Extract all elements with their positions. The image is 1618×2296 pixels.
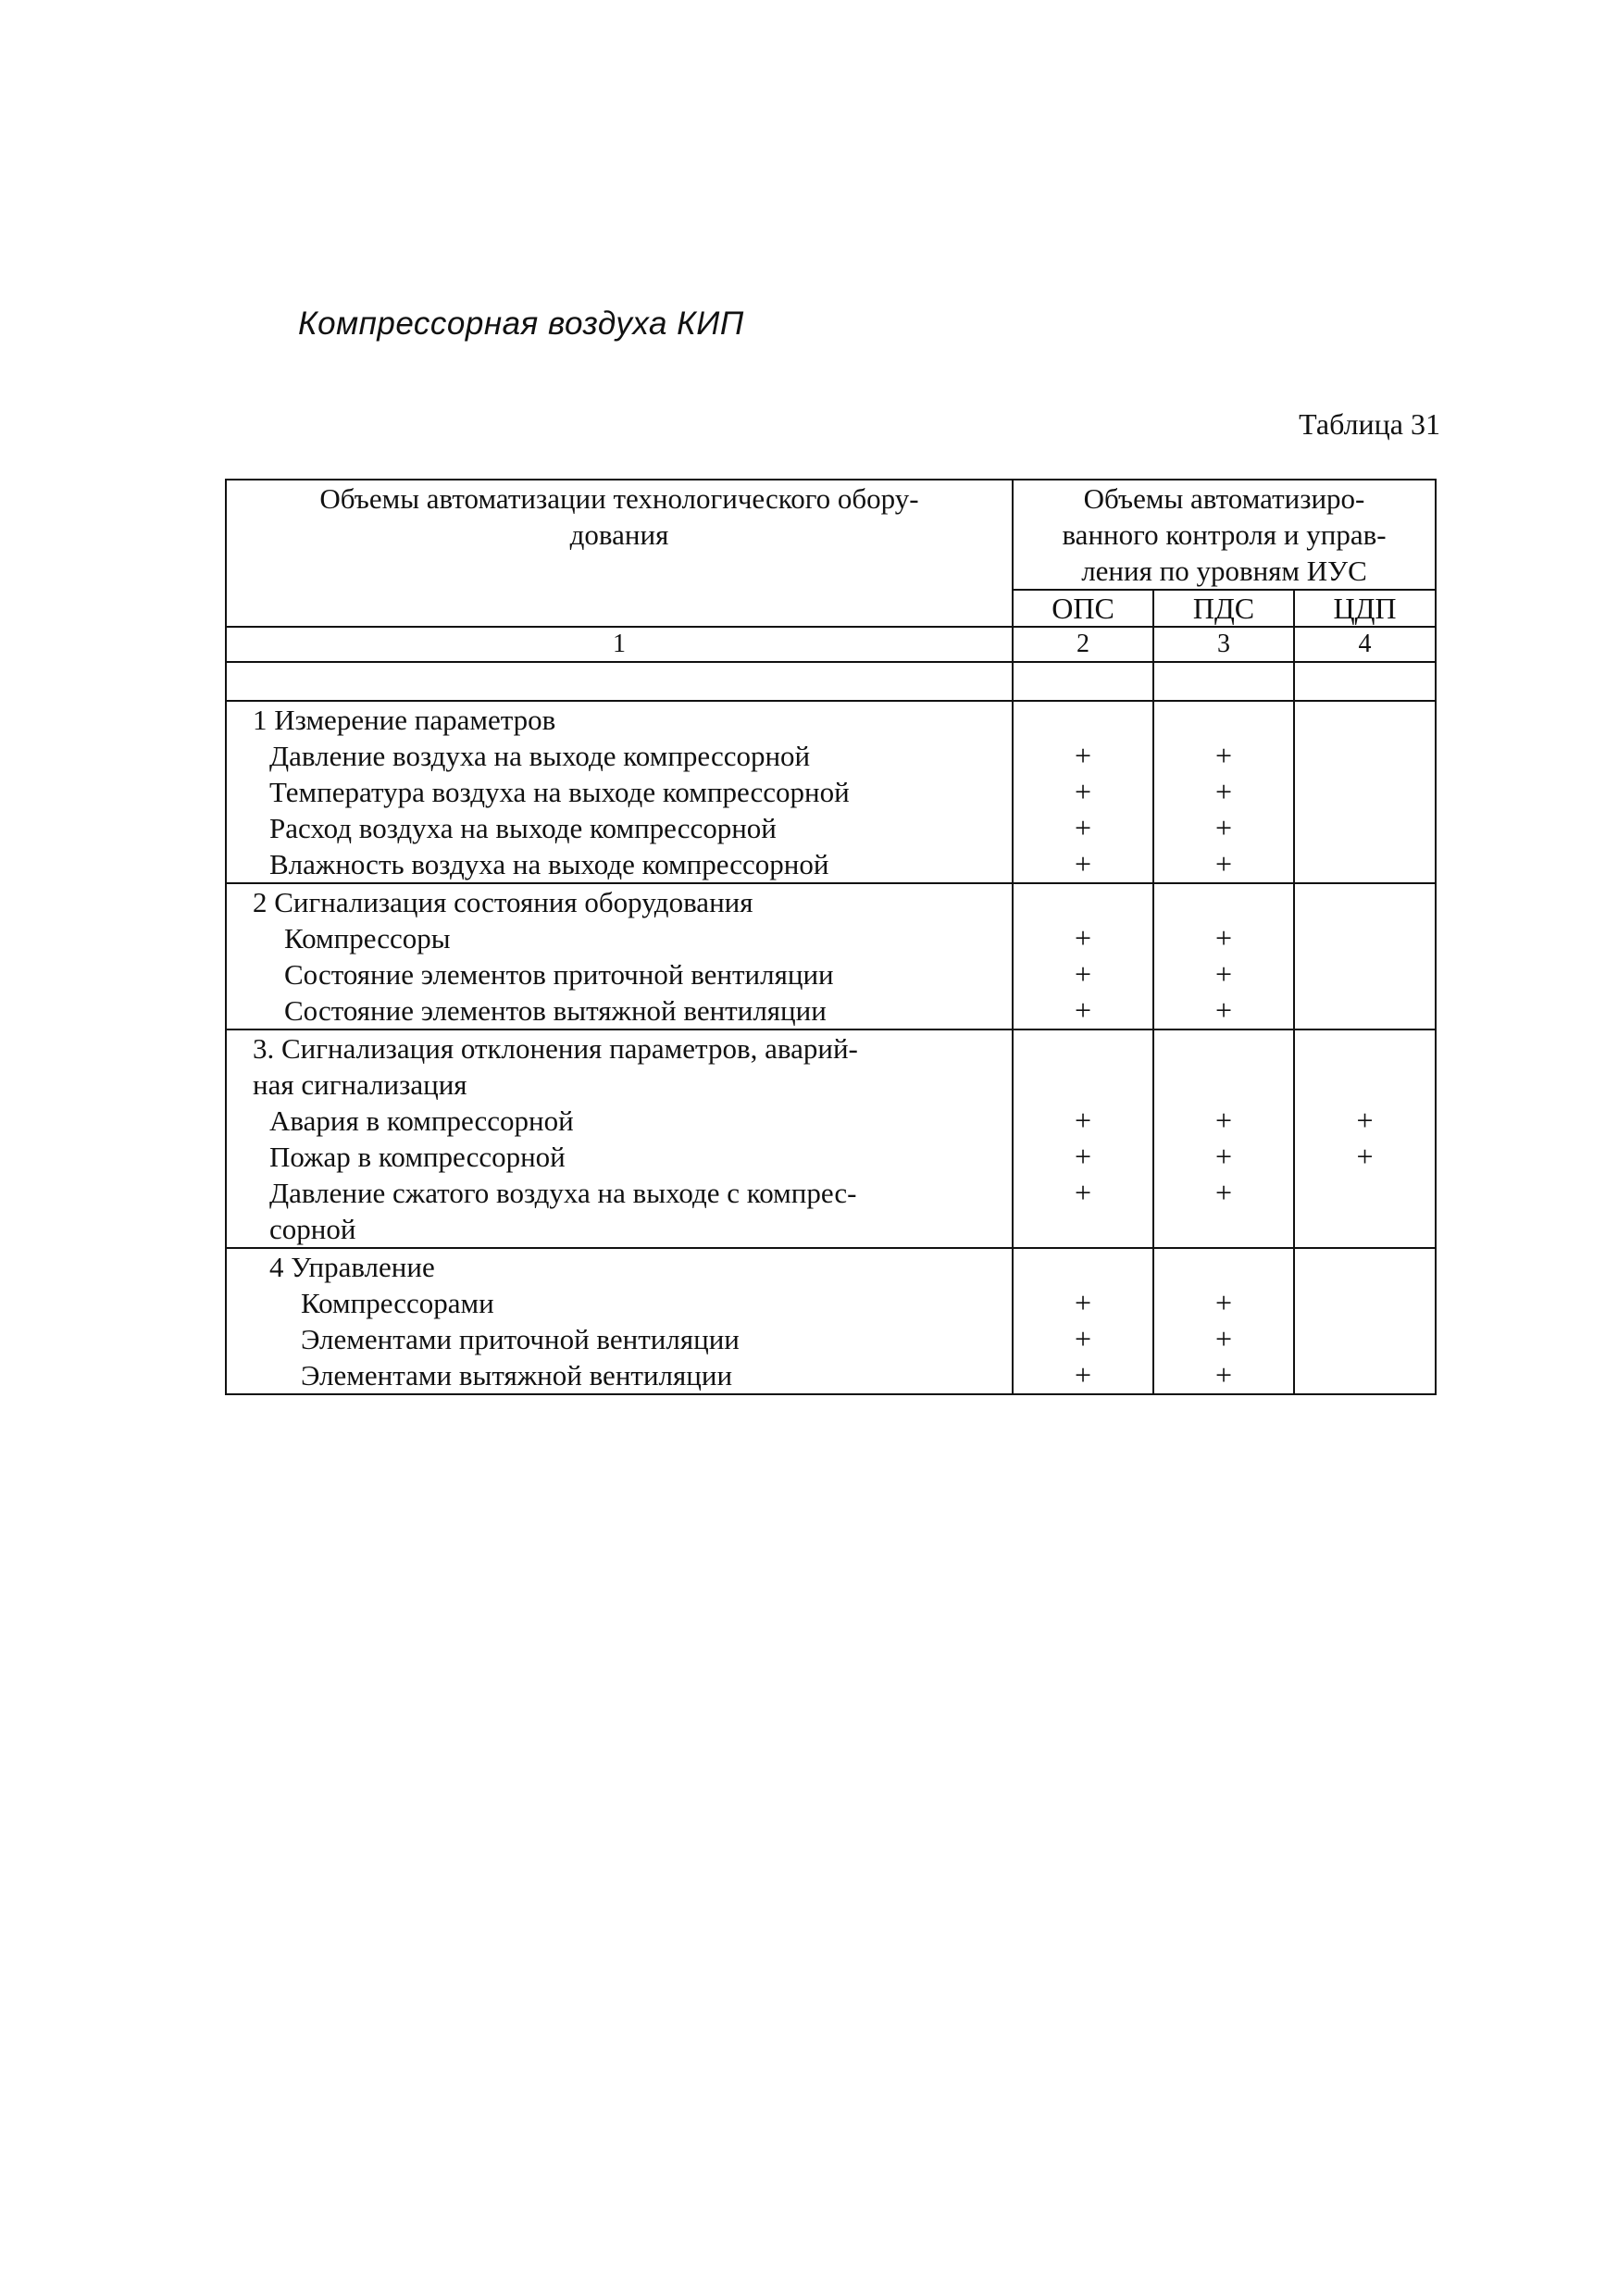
item-label: Компрессорами — [301, 1287, 494, 1319]
mark: + — [1074, 847, 1092, 880]
mark: + — [1074, 957, 1092, 991]
mark: + — [1214, 921, 1233, 955]
mark: + — [1214, 1358, 1233, 1391]
column-number: 4 — [1294, 627, 1436, 662]
cdp-column-cell — [1294, 701, 1436, 883]
mark: + — [1214, 1104, 1233, 1137]
mark: + — [1214, 811, 1233, 844]
pds-column-cell — [1153, 1029, 1294, 1248]
mark — [1295, 1321, 1435, 1357]
mark: + — [1214, 993, 1233, 1027]
section-control — [226, 1248, 1436, 1394]
mark — [1295, 1175, 1435, 1211]
item-label: Пожар в компрессорной — [269, 1141, 566, 1173]
item-label: Компрессоры — [284, 922, 451, 955]
section-title: 1 Измерение параметров — [253, 704, 556, 736]
cdp-column-cell — [1294, 883, 1436, 1029]
mark — [1295, 956, 1435, 992]
mark: + — [1214, 1286, 1233, 1319]
section-items-cell — [226, 701, 1013, 883]
mark: + — [1214, 1176, 1233, 1209]
header-equipment-text: Объемы автоматизации технологического обору- — [319, 482, 919, 515]
mark: + — [1074, 1176, 1092, 1209]
item-label: Состояние элементов вытяжной вентиляции — [284, 994, 827, 1027]
mark: + — [1074, 993, 1092, 1027]
mark: + — [1356, 1140, 1374, 1173]
blank-row — [226, 662, 1436, 701]
item-label: Давление воздуха на выходе компрессорной — [269, 740, 811, 772]
item-label: сорной — [269, 1213, 356, 1245]
mark: + — [1074, 1286, 1092, 1319]
mark: + — [1214, 1140, 1233, 1173]
mark: + — [1074, 811, 1092, 844]
pds-column-cell — [1153, 883, 1294, 1029]
mark — [1295, 810, 1435, 846]
mark — [1295, 1357, 1435, 1393]
header-levels-text: ванного контроля и управ- — [1062, 518, 1387, 551]
section-equipment-status — [226, 883, 1436, 1029]
mark: + — [1214, 775, 1233, 808]
mark — [1295, 1285, 1435, 1321]
mark: + — [1074, 775, 1092, 808]
mark: + — [1074, 1104, 1092, 1137]
section-items-cell — [226, 1248, 1013, 1394]
section-title: ная сигнализация — [253, 1068, 467, 1101]
mark: + — [1074, 1358, 1092, 1391]
item-label: Расход воздуха на выходе компрессорной — [269, 812, 777, 844]
header-levels-text: ления по уровням ИУС — [1081, 555, 1367, 587]
ops-column-cell — [1013, 701, 1153, 883]
level-pds: ПДС — [1153, 590, 1294, 627]
header-equipment-cell — [226, 480, 1013, 627]
mark — [1295, 738, 1435, 774]
item-label: Элементами вытяжной вентиляции — [301, 1359, 733, 1391]
mark: + — [1214, 847, 1233, 880]
pds-column-cell — [1153, 1248, 1294, 1394]
mark: + — [1214, 957, 1233, 991]
item-label: Элементами приточной вентиляции — [301, 1323, 740, 1355]
item-label: Состояние элементов приточной вентиляции — [284, 958, 834, 991]
item-label: Температура воздуха на выходе компрессорной — [269, 776, 850, 808]
mark: + — [1356, 1104, 1374, 1137]
ops-column-cell — [1013, 883, 1153, 1029]
mark: + — [1214, 1322, 1233, 1355]
item-label: Влажность воздуха на выходе компрессорной — [269, 848, 829, 880]
section-items-cell — [226, 1029, 1013, 1248]
document-heading: Компрессорная воздуха КИП — [298, 306, 744, 342]
section-title: 4 Управление — [269, 1251, 435, 1283]
column-number: 3 — [1153, 627, 1294, 662]
mark: + — [1074, 921, 1092, 955]
mark — [1295, 774, 1435, 810]
mark: + — [1214, 739, 1233, 772]
header-levels-cell — [1013, 480, 1436, 590]
mark — [1295, 920, 1435, 956]
level-ops: ОПС — [1013, 590, 1153, 627]
column-number: 1 — [226, 627, 1013, 662]
table-label: Таблица 31 — [1299, 407, 1440, 441]
column-number-row — [226, 627, 1436, 662]
pds-column-cell — [1153, 701, 1294, 883]
ops-column-cell — [1013, 1248, 1153, 1394]
section-title: 3. Сигнализация отклонения параметров, аварий- — [253, 1032, 858, 1065]
section-title: 2 Сигнализация состояния оборудования — [253, 886, 753, 918]
header-equipment-text: дования — [569, 518, 669, 551]
section-items-cell — [226, 883, 1013, 1029]
item-label: Давление сжатого воздуха на выходе с компрес- — [269, 1177, 857, 1209]
mark: + — [1074, 739, 1092, 772]
item-label: Авария в компрессорной — [269, 1104, 574, 1137]
mark: + — [1074, 1140, 1092, 1173]
header-row — [226, 480, 1436, 590]
mark — [1295, 992, 1435, 1029]
cdp-column-cell — [1294, 1029, 1436, 1248]
header-levels-text: Объемы автоматизиро- — [1083, 482, 1365, 515]
cdp-column-cell — [1294, 1248, 1436, 1394]
mark — [1295, 846, 1435, 882]
level-cdp: ЦДП — [1294, 590, 1436, 627]
mark: + — [1074, 1322, 1092, 1355]
ops-column-cell — [1013, 1029, 1153, 1248]
automation-table — [225, 479, 1437, 1395]
section-alarms — [226, 1029, 1436, 1248]
column-number: 2 — [1013, 627, 1153, 662]
section-measurement — [226, 701, 1436, 883]
